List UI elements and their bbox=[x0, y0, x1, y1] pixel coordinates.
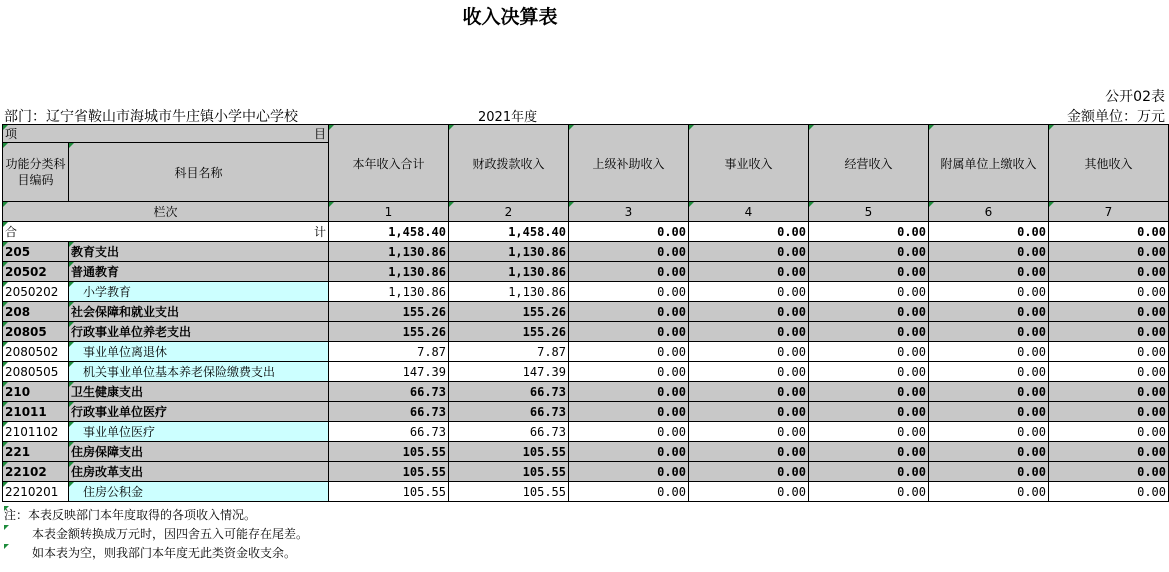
row-value: 0.00 bbox=[809, 422, 929, 442]
row-value: 0.00 bbox=[929, 402, 1049, 422]
total-value: 0.00 bbox=[1049, 222, 1169, 242]
row-value: 0.00 bbox=[929, 422, 1049, 442]
table-row bbox=[3, 322, 1169, 342]
table-row bbox=[3, 302, 1169, 322]
row-code: 20805 bbox=[3, 322, 69, 342]
row-value: 66.73 bbox=[449, 422, 569, 442]
col-header-6: 附属单位上缴收入 bbox=[929, 125, 1049, 202]
row-value: 0.00 bbox=[569, 422, 689, 442]
row-value: 0.00 bbox=[1049, 482, 1169, 502]
row-value: 1,130.86 bbox=[449, 282, 569, 302]
table-row bbox=[3, 442, 1169, 462]
row-value: 1,130.86 bbox=[449, 262, 569, 282]
row-value: 0.00 bbox=[1049, 402, 1169, 422]
total-value: 0.00 bbox=[689, 222, 809, 242]
row-value: 155.26 bbox=[329, 302, 449, 322]
row-value: 0.00 bbox=[1049, 262, 1169, 282]
row-value: 0.00 bbox=[929, 322, 1049, 342]
row-value: 1,130.86 bbox=[329, 262, 449, 282]
row-value: 0.00 bbox=[809, 302, 929, 322]
col-header-5: 经营收入 bbox=[809, 125, 929, 202]
row-value: 0.00 bbox=[569, 442, 689, 462]
row-value: 66.73 bbox=[329, 422, 449, 442]
col-num-4: 4 bbox=[689, 202, 809, 222]
row-value: 66.73 bbox=[329, 382, 449, 402]
row-value: 0.00 bbox=[929, 242, 1049, 262]
row-value: 0.00 bbox=[929, 262, 1049, 282]
row-subject-name: 卫生健康支出 bbox=[69, 382, 329, 402]
total-value: 0.00 bbox=[809, 222, 929, 242]
row-value: 1,130.86 bbox=[329, 282, 449, 302]
row-value: 0.00 bbox=[569, 302, 689, 322]
row-value: 0.00 bbox=[1049, 422, 1169, 442]
subject-name-header: 科目名称 bbox=[69, 143, 329, 202]
row-subject-name: 住房保障支出 bbox=[69, 442, 329, 462]
notes bbox=[4, 506, 308, 563]
table-row bbox=[3, 282, 1169, 302]
row-value: 0.00 bbox=[1049, 382, 1169, 402]
header-row-1 bbox=[3, 125, 1169, 143]
row-code: 2050202 bbox=[3, 282, 69, 302]
row-value: 0.00 bbox=[1049, 442, 1169, 462]
row-value: 0.00 bbox=[569, 402, 689, 422]
note-line: 注：本表反映部门本年度取得的各项收入情况。 bbox=[4, 506, 308, 525]
row-value: 0.00 bbox=[1049, 342, 1169, 362]
row-value: 0.00 bbox=[689, 362, 809, 382]
total-label bbox=[3, 222, 329, 242]
lanci-row bbox=[3, 202, 1169, 222]
row-value: 155.26 bbox=[449, 322, 569, 342]
total-value: 0.00 bbox=[929, 222, 1049, 242]
row-value: 0.00 bbox=[809, 462, 929, 482]
xiang-label: 项 bbox=[5, 127, 18, 141]
row-value: 105.55 bbox=[329, 442, 449, 462]
row-value: 0.00 bbox=[929, 282, 1049, 302]
row-value: 105.55 bbox=[449, 462, 569, 482]
row-value: 0.00 bbox=[569, 342, 689, 362]
col-header-4: 事业收入 bbox=[689, 125, 809, 202]
row-value: 0.00 bbox=[929, 482, 1049, 502]
row-code: 21011 bbox=[3, 402, 69, 422]
mu-label: 目 bbox=[313, 127, 326, 141]
row-value: 147.39 bbox=[329, 362, 449, 382]
sheet-number: 公开02表 bbox=[1105, 89, 1165, 105]
col-num-5: 5 bbox=[809, 202, 929, 222]
row-code: 2080505 bbox=[3, 362, 69, 382]
note-line: 本表金额转换成万元时，因四舍五入可能存在尾差。 bbox=[4, 525, 308, 544]
row-value: 0.00 bbox=[809, 242, 929, 262]
year-label: 2021年度 bbox=[478, 110, 538, 125]
row-value: 155.26 bbox=[329, 322, 449, 342]
row-value: 0.00 bbox=[689, 382, 809, 402]
total-row bbox=[3, 222, 1169, 242]
row-code: 221 bbox=[3, 442, 69, 462]
row-value: 66.73 bbox=[329, 402, 449, 422]
row-value: 0.00 bbox=[809, 362, 929, 382]
table-row bbox=[3, 362, 1169, 382]
row-value: 105.55 bbox=[329, 482, 449, 502]
row-value: 0.00 bbox=[569, 482, 689, 502]
row-value: 0.00 bbox=[1049, 462, 1169, 482]
row-value: 0.00 bbox=[689, 482, 809, 502]
row-value: 0.00 bbox=[689, 342, 809, 362]
func-code-header: 功能分类科目编码 bbox=[3, 143, 69, 202]
row-value: 0.00 bbox=[929, 302, 1049, 322]
row-value: 105.55 bbox=[449, 442, 569, 462]
row-value: 0.00 bbox=[809, 382, 929, 402]
col-num-2: 2 bbox=[449, 202, 569, 222]
row-code: 22102 bbox=[3, 462, 69, 482]
row-value: 105.55 bbox=[329, 462, 449, 482]
row-subject-name: 事业单位离退休 bbox=[69, 342, 329, 362]
row-value: 0.00 bbox=[929, 462, 1049, 482]
row-value: 0.00 bbox=[569, 322, 689, 342]
row-value: 0.00 bbox=[569, 362, 689, 382]
col-num-3: 3 bbox=[569, 202, 689, 222]
unit-label: 金额单位：万元 bbox=[1067, 109, 1165, 125]
row-code: 210 bbox=[3, 382, 69, 402]
row-subject-name: 教育支出 bbox=[69, 242, 329, 262]
row-value: 1,130.86 bbox=[449, 242, 569, 262]
row-value: 0.00 bbox=[809, 342, 929, 362]
row-code: 2101102 bbox=[3, 422, 69, 442]
col-num-7: 7 bbox=[1049, 202, 1169, 222]
row-value: 0.00 bbox=[689, 402, 809, 422]
row-value: 147.39 bbox=[449, 362, 569, 382]
col-num-6: 6 bbox=[929, 202, 1049, 222]
table-row bbox=[3, 262, 1169, 282]
row-value: 0.00 bbox=[929, 382, 1049, 402]
row-value: 0.00 bbox=[1049, 362, 1169, 382]
col-header-7: 其他收入 bbox=[1049, 125, 1169, 202]
row-subject-name: 住房改革支出 bbox=[69, 462, 329, 482]
row-value: 0.00 bbox=[809, 262, 929, 282]
table-row bbox=[3, 242, 1169, 262]
table-row bbox=[3, 382, 1169, 402]
row-value: 66.73 bbox=[449, 402, 569, 422]
department-label: 部门：辽宁省鞍山市海城市牛庄镇小学中心学校 bbox=[4, 109, 298, 125]
total-value: 0.00 bbox=[569, 222, 689, 242]
row-value: 155.26 bbox=[449, 302, 569, 322]
xiangmu-cell bbox=[3, 125, 329, 143]
row-value: 0.00 bbox=[689, 262, 809, 282]
row-subject-name: 事业单位医疗 bbox=[69, 422, 329, 442]
row-value: 0.00 bbox=[689, 422, 809, 442]
row-value: 0.00 bbox=[1049, 302, 1169, 322]
row-value: 0.00 bbox=[569, 242, 689, 262]
total-he: 合 bbox=[5, 225, 18, 239]
row-code: 2080502 bbox=[3, 342, 69, 362]
row-value: 0.00 bbox=[1049, 322, 1169, 342]
row-value: 0.00 bbox=[929, 442, 1049, 462]
lanci-label: 栏次 bbox=[3, 202, 329, 222]
total-value: 1,458.40 bbox=[329, 222, 449, 242]
col-header-1: 本年收入合计 bbox=[329, 125, 449, 202]
row-value: 0.00 bbox=[569, 262, 689, 282]
row-value: 7.87 bbox=[329, 342, 449, 362]
row-subject-name: 社会保障和就业支出 bbox=[69, 302, 329, 322]
row-value: 0.00 bbox=[929, 342, 1049, 362]
row-subject-name: 机关事业单位基本养老保险缴费支出 bbox=[69, 362, 329, 382]
row-value: 0.00 bbox=[569, 382, 689, 402]
row-value: 0.00 bbox=[689, 462, 809, 482]
row-value: 0.00 bbox=[689, 442, 809, 462]
table-row bbox=[3, 402, 1169, 422]
row-value: 66.73 bbox=[449, 382, 569, 402]
note-line: 如本表为空，则我部门本年度无此类资金收支余。 bbox=[4, 544, 308, 563]
row-code: 2210201 bbox=[3, 482, 69, 502]
row-value: 0.00 bbox=[809, 402, 929, 422]
row-value: 0.00 bbox=[1049, 242, 1169, 262]
row-subject-name: 行政事业单位养老支出 bbox=[69, 322, 329, 342]
table-row bbox=[3, 462, 1169, 482]
row-code: 208 bbox=[3, 302, 69, 322]
row-value: 0.00 bbox=[809, 282, 929, 302]
row-value: 0.00 bbox=[809, 482, 929, 502]
table-row bbox=[3, 342, 1169, 362]
row-value: 0.00 bbox=[929, 362, 1049, 382]
row-code: 20502 bbox=[3, 262, 69, 282]
row-subject-name: 行政事业单位医疗 bbox=[69, 402, 329, 422]
row-value: 0.00 bbox=[1049, 282, 1169, 302]
row-value: 0.00 bbox=[689, 322, 809, 342]
income-table bbox=[2, 124, 1169, 502]
table-row bbox=[3, 482, 1169, 502]
table-row bbox=[3, 422, 1169, 442]
row-value: 0.00 bbox=[569, 282, 689, 302]
row-value: 1,130.86 bbox=[329, 242, 449, 262]
row-value: 105.55 bbox=[449, 482, 569, 502]
total-ji: 计 bbox=[313, 225, 326, 239]
page-title: 收入决算表 bbox=[462, 6, 558, 28]
col-num-1: 1 bbox=[329, 202, 449, 222]
row-value: 7.87 bbox=[449, 342, 569, 362]
row-subject-name: 小学教育 bbox=[69, 282, 329, 302]
row-value: 0.00 bbox=[689, 302, 809, 322]
row-subject-name: 住房公积金 bbox=[69, 482, 329, 502]
total-value: 1,458.40 bbox=[449, 222, 569, 242]
row-value: 0.00 bbox=[809, 322, 929, 342]
row-subject-name: 普通教育 bbox=[69, 262, 329, 282]
row-value: 0.00 bbox=[809, 442, 929, 462]
col-header-2: 财政拨款收入 bbox=[449, 125, 569, 202]
row-value: 0.00 bbox=[689, 282, 809, 302]
col-header-3: 上级补助收入 bbox=[569, 125, 689, 202]
row-value: 0.00 bbox=[689, 242, 809, 262]
row-value: 0.00 bbox=[569, 462, 689, 482]
row-code: 205 bbox=[3, 242, 69, 262]
